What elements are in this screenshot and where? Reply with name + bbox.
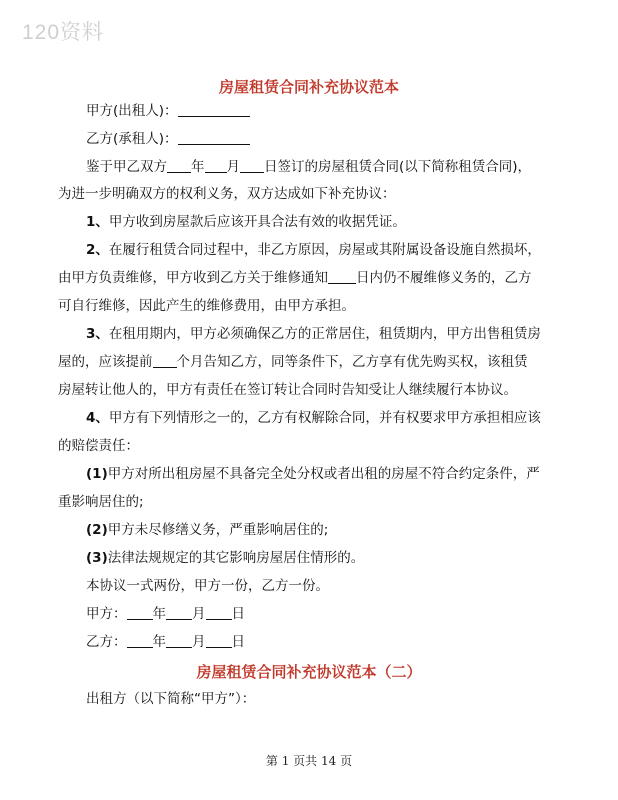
intro-rest: 日签订的房屋租赁合同(以下简称租赁合同)，	[264, 159, 532, 175]
clause-text: 屋的，应该提前	[58, 354, 153, 370]
item-3	[86, 548, 364, 568]
sign-year: 年	[152, 606, 166, 622]
clause-text: 在履行租赁合同过程中，非乙方原因，房屋或其附属设备设施自然损坏，	[108, 242, 541, 258]
lessor-line	[86, 101, 250, 121]
lessor-label: 甲方(出租人)：	[86, 103, 178, 119]
item-number: (3)	[86, 550, 108, 566]
day-blank[interactable]	[240, 158, 264, 173]
clause-text: 日内仍不履维修义务的，乙方	[356, 270, 532, 286]
lessor-line-2: 出租方（以下简称“甲方”）：	[86, 691, 256, 707]
sign-month: 月	[192, 634, 206, 650]
sign-b-day-blank[interactable]	[206, 633, 232, 648]
sign-label: 乙方：	[86, 634, 127, 650]
clause-number: 3、	[86, 326, 109, 342]
month-blank[interactable]	[205, 158, 227, 173]
sign-b-year-blank[interactable]	[127, 633, 153, 648]
item-text: 甲方未尽修缮义务，严重影响居住的;	[107, 522, 329, 538]
clause-2-line-2	[58, 268, 532, 288]
item-text: 法律法规规定的其它影响房屋居住情形的。	[107, 550, 365, 566]
sign-a-month-blank[interactable]	[166, 605, 192, 620]
year-blank[interactable]	[167, 158, 191, 173]
sign-a-year-blank[interactable]	[127, 605, 153, 620]
clause-3-line-2	[58, 352, 528, 372]
sign-a-day-blank[interactable]	[206, 605, 232, 620]
clause-text: 个月告知乙方，同等条件下，乙方享有优先购买权，该租赁	[176, 354, 528, 370]
days-blank[interactable]	[328, 269, 356, 284]
lessee-blank[interactable]	[178, 130, 250, 145]
item-number: (2)	[86, 522, 108, 538]
clause-text: 甲方收到房屋款后应该开具合法有效的收据凭证。	[108, 214, 406, 230]
lessee-line	[86, 129, 250, 149]
item-2	[86, 520, 328, 540]
intro-year: 年	[191, 159, 205, 175]
lessor-blank[interactable]	[178, 102, 250, 117]
intro-month: 月	[226, 159, 240, 175]
clause-number: 4、	[86, 410, 109, 426]
sign-year: 年	[152, 634, 166, 650]
item-1-line-1	[86, 464, 540, 484]
clause-number: 1、	[86, 214, 109, 230]
section-title-2: 房屋租赁合同补充协议范本（二）	[196, 663, 422, 681]
clause-number: 2、	[86, 242, 109, 258]
lessee-label: 乙方(承租人)：	[86, 131, 178, 147]
clause-4-line-2: 的赔偿责任：	[58, 438, 139, 454]
intro-line-2: 为进一步明确双方的权利义务，双方达成如下补充协议：	[58, 186, 396, 202]
item-number: (1)	[86, 466, 108, 482]
intro-text: 鉴于甲乙双方	[86, 159, 167, 175]
sign-party-b	[86, 632, 245, 652]
item-1-line-2: 重影响居住的;	[58, 494, 144, 510]
clause-2-line-1	[86, 240, 541, 260]
clause-text: 甲方有下列情形之一的，乙方有权解除合同，并有权要求甲方承担相应该	[108, 410, 541, 426]
item-text: 甲方对所出租房屋不具备完全处分权或者出租的房屋不符合约定条件，严	[107, 466, 540, 482]
clause-3-line-3: 房屋转让他人的，甲方有责任在签订转让合同时告知受让人继续履行本协议。	[58, 382, 517, 398]
clause-text: 在租用期内，甲方必须确保乙方的正常居住，租赁期内，甲方出售租赁房	[108, 326, 541, 342]
watermark: 120资料	[22, 21, 105, 44]
clause-2-line-3: 可自行维修，因此产生的维修费用，由甲方承担。	[58, 298, 355, 314]
copies-line: 本协议一式两份，甲方一份，乙方一份。	[86, 578, 329, 594]
sign-day: 日	[231, 634, 245, 650]
clause-1	[86, 212, 406, 232]
page-footer: 第 1 页共 14 页	[265, 754, 353, 768]
clause-3-line-1	[86, 324, 541, 344]
sign-day: 日	[231, 606, 245, 622]
sign-month: 月	[192, 606, 206, 622]
intro-line-1	[86, 157, 531, 177]
months-blank[interactable]	[153, 353, 177, 368]
sign-party-a	[86, 604, 245, 624]
clause-text: 由甲方负责维修，甲方收到乙方关于维修通知	[58, 270, 328, 286]
sign-b-month-blank[interactable]	[166, 633, 192, 648]
document-title: 房屋租赁合同补充协议范本	[218, 78, 399, 96]
clause-4-line-1	[86, 408, 541, 428]
sign-label: 甲方：	[86, 606, 127, 622]
